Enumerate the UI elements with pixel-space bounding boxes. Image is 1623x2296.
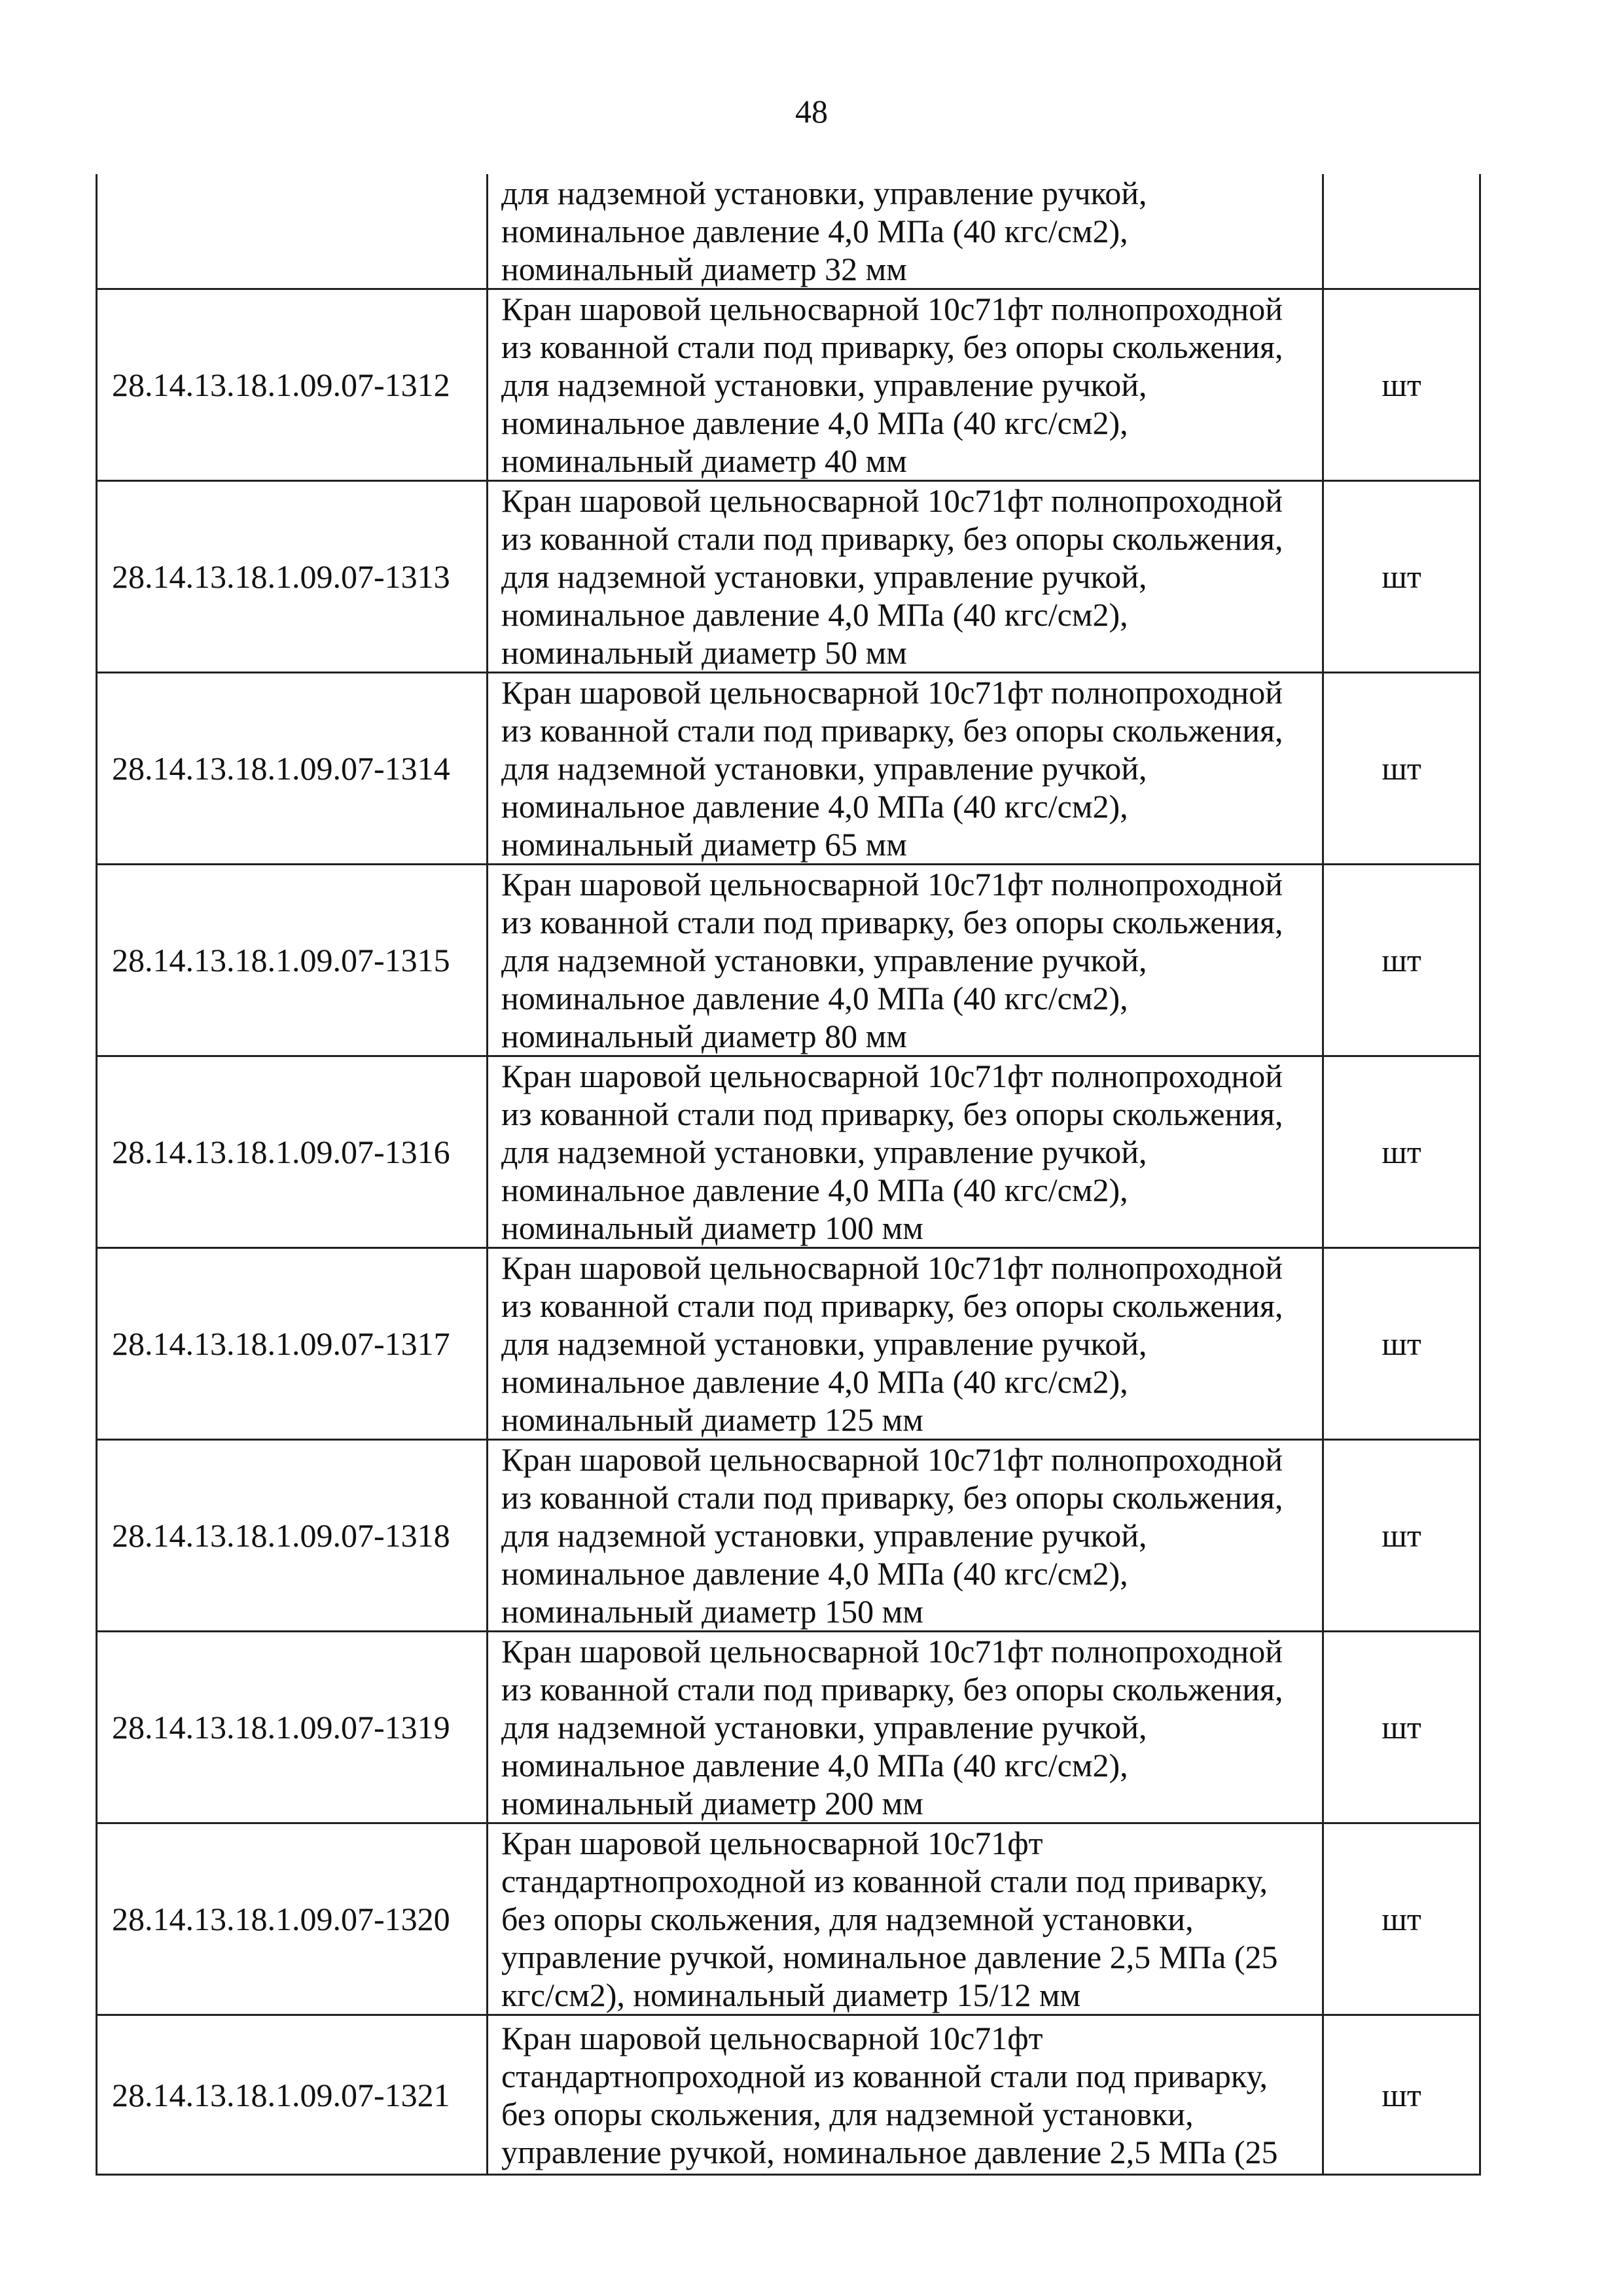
- item-code-cell: 28.14.13.18.1.09.07-1318: [97, 1440, 488, 1632]
- description-line: из кованной стали под приварку, без опоры скольжения,: [501, 712, 1283, 749]
- description-line: Кран шаровой цельносварной 10с71фт полнопроходной: [501, 482, 1283, 519]
- description-line: номинальное давление 4,0 МПа (40 кгс/см2),: [501, 1363, 1128, 1400]
- description-line: из кованной стали под приварку, без опоры скольжения,: [501, 1096, 1283, 1132]
- item-description-cell: [488, 1440, 1323, 1632]
- description-line: без опоры скольжения, для надземной установки,: [501, 1901, 1194, 1937]
- item-code-cell: 28.14.13.18.1.09.07-1321: [97, 2015, 488, 2175]
- description-line: Кран шаровой цельносварной 10с71фт полнопроходной: [501, 1441, 1283, 1478]
- description-line: из кованной стали под приварку, без опоры скольжения,: [501, 520, 1283, 557]
- unit-cell: шт: [1323, 2015, 1480, 2175]
- description-line: Кран шаровой цельносварной 10с71фт полнопроходной: [501, 1633, 1283, 1670]
- table-row: [97, 289, 1480, 481]
- description-line: Кран шаровой цельносварной 10с71фт полнопроходной: [501, 291, 1283, 327]
- description-line: из кованной стали под приварку, без опоры скольжения,: [501, 1479, 1283, 1516]
- unit-cell: шт: [1323, 1440, 1480, 1632]
- description-line: Кран шаровой цельносварной 10с71фт полнопроходной: [501, 866, 1283, 903]
- description-line: номинальный диаметр 50 мм: [501, 634, 907, 671]
- item-code-cell: 28.14.13.18.1.09.07-1312: [97, 289, 488, 481]
- unit-cell: шт: [1323, 1056, 1480, 1248]
- description-line: номинальное давление 4,0 МПа (40 кгс/см2),: [501, 1747, 1128, 1784]
- item-code-cell: 28.14.13.18.1.09.07-1317: [97, 1248, 488, 1440]
- item-code-cell: 28.14.13.18.1.09.07-1313: [97, 481, 488, 673]
- unit-cell: шт: [1323, 673, 1480, 865]
- description-line: номинальный диаметр 80 мм: [501, 1018, 907, 1054]
- description-line: без опоры скольжения, для надземной установки,: [501, 2095, 1194, 2132]
- table-row: [97, 1823, 1480, 2015]
- item-description-cell: [488, 174, 1323, 289]
- description-line: управление ручкой, номинальное давление 2,5 МПа (25: [501, 1939, 1278, 1975]
- item-description-cell: [488, 1823, 1323, 2015]
- description-line: номинальное давление 4,0 МПа (40 кгс/см2),: [501, 404, 1128, 441]
- description-line: Кран шаровой цельносварной 10с71фт полнопроходной: [501, 674, 1283, 711]
- item-code-cell: 28.14.13.18.1.09.07-1316: [97, 1056, 488, 1248]
- unit-cell: [1323, 174, 1480, 289]
- table-row: [97, 1632, 1480, 1823]
- description-line: для надземной установки, управление ручкой,: [501, 942, 1147, 978]
- description-line: для надземной установки, управление ручкой,: [501, 558, 1147, 595]
- item-code-cell: 28.14.13.18.1.09.07-1314: [97, 673, 488, 865]
- unit-cell: шт: [1323, 1248, 1480, 1440]
- description-line: номинальное давление 4,0 МПа (40 кгс/см2),: [501, 596, 1128, 633]
- table-row: [97, 1440, 1480, 1632]
- description-line: для надземной установки, управление ручкой,: [501, 175, 1147, 211]
- description-line: из кованной стали под приварку, без опоры скольжения,: [501, 904, 1283, 941]
- item-description-cell: [488, 2015, 1323, 2175]
- page-number: 48: [795, 93, 828, 130]
- description-line: Кран шаровой цельносварной 10с71фт полнопроходной: [501, 1249, 1283, 1286]
- description-line: номинальное давление 4,0 МПа (40 кгс/см2),: [501, 213, 1128, 249]
- item-description-cell: [488, 865, 1323, 1056]
- item-description-cell: [488, 289, 1323, 481]
- description-line: для надземной установки, управление ручкой,: [501, 1709, 1147, 1746]
- unit-cell: шт: [1323, 1823, 1480, 2015]
- unit-cell: шт: [1323, 289, 1480, 481]
- description-line: Кран шаровой цельносварной 10с71фт: [501, 2019, 1043, 2056]
- specification-table: [96, 174, 1481, 2176]
- table-row: [97, 1056, 1480, 1248]
- item-code-cell: 28.14.13.18.1.09.07-1320: [97, 1823, 488, 2015]
- description-line: для надземной установки, управление ручкой,: [501, 367, 1147, 403]
- description-line: стандартнопроходной из кованной стали под приварку,: [501, 1863, 1268, 1899]
- description-line: из кованной стали под приварку, без опоры скольжения,: [501, 1671, 1283, 1708]
- description-line: кгс/см2), номинальный диаметр 15/12 мм: [501, 1977, 1081, 2013]
- description-line: номинальный диаметр 65 мм: [501, 826, 907, 863]
- description-line: номинальный диаметр 150 мм: [501, 1593, 923, 1630]
- description-line: из кованной стали под приварку, без опоры скольжения,: [501, 329, 1283, 365]
- unit-cell: шт: [1323, 1632, 1480, 1823]
- description-line: для надземной установки, управление ручкой,: [501, 750, 1147, 787]
- table-row: [97, 1248, 1480, 1440]
- description-line: из кованной стали под приварку, без опоры скольжения,: [501, 1287, 1283, 1324]
- table-row: [97, 481, 1480, 673]
- description-line: номинальный диаметр 100 мм: [501, 1210, 923, 1246]
- description-line: Кран шаровой цельносварной 10с71фт: [501, 1825, 1043, 1861]
- item-code-cell: 28.14.13.18.1.09.07-1319: [97, 1632, 488, 1823]
- item-code-cell: [97, 174, 488, 289]
- description-line: номинальное давление 4,0 МПа (40 кгс/см2),: [501, 980, 1128, 1016]
- description-line: для надземной установки, управление ручкой,: [501, 1134, 1147, 1170]
- unit-cell: шт: [1323, 481, 1480, 673]
- item-description-cell: [488, 1632, 1323, 1823]
- table-row: [97, 2015, 1480, 2175]
- unit-cell: шт: [1323, 865, 1480, 1056]
- description-line: для надземной установки, управление ручкой,: [501, 1517, 1147, 1554]
- table-row: [97, 174, 1480, 289]
- item-description-cell: [488, 673, 1323, 865]
- description-line: номинальный диаметр 32 мм: [501, 251, 907, 287]
- item-description-cell: [488, 481, 1323, 673]
- description-line: номинальный диаметр 125 мм: [501, 1401, 923, 1438]
- description-line: Кран шаровой цельносварной 10с71фт полнопроходной: [501, 1058, 1283, 1094]
- item-description-cell: [488, 1056, 1323, 1248]
- description-line: номинальное давление 4,0 МПа (40 кгс/см2),: [501, 1172, 1128, 1208]
- description-line: управление ручкой, номинальное давление 2,5 МПа (25: [501, 2133, 1278, 2170]
- description-line: стандартнопроходной из кованной стали под приварку,: [501, 2057, 1268, 2094]
- description-line: номинальный диаметр 200 мм: [501, 1785, 923, 1821]
- description-line: для надземной установки, управление ручкой,: [501, 1325, 1147, 1362]
- description-line: номинальное давление 4,0 МПа (40 кгс/см2),: [501, 788, 1128, 825]
- description-line: номинальное давление 4,0 МПа (40 кгс/см2),: [501, 1555, 1128, 1592]
- description-line: номинальный диаметр 40 мм: [501, 442, 907, 479]
- table-body: [97, 174, 1480, 2175]
- item-description-cell: [488, 1248, 1323, 1440]
- item-code-cell: 28.14.13.18.1.09.07-1315: [97, 865, 488, 1056]
- table-row: [97, 865, 1480, 1056]
- table-row: [97, 673, 1480, 865]
